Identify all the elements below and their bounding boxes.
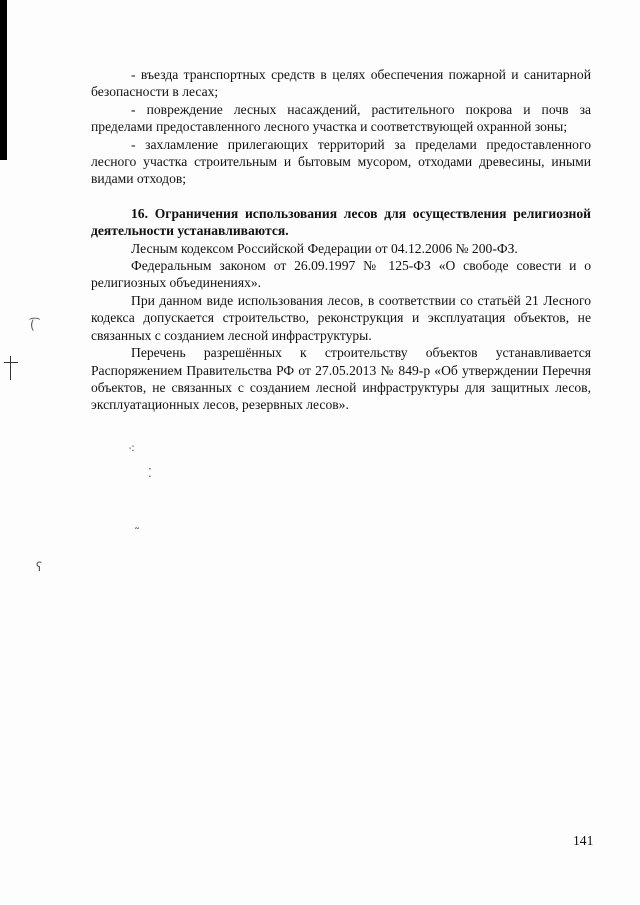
scan-artifact-mark: ˜: [134, 526, 140, 540]
paragraph-gap: [91, 188, 591, 205]
section-item: Федеральным законом от 26.09.1997 № 125-ФЗ «О свободе совести и о религиозных объединениях».: [91, 258, 591, 291]
scan-artifact-mark: (͡: [30, 318, 35, 332]
section-item: При данном виде использования лесов, в соответствии со статьёй 21 Лесного кодекса допускается строительство, реконструкция и эксплуатация объектов, не связанных с созданием лесной инфраструктуры.: [91, 292, 591, 343]
list-item: - захламление прилегающих территорий за пределами предоставленного лесного участка строительным и бытовым мусором, отходами древесины, иными видами отходов;: [91, 136, 591, 187]
section-item: Лесным кодексом Российской Федерации от 04.12.2006 № 200-ФЗ.: [131, 240, 518, 256]
list-item: - въезда транспортных средств в целях обеспечения пожарной и санитарной безопасности в лесах;: [91, 67, 591, 100]
section-item: Перечень разрешённых к строительству объектов устанавливается Распоряжением Правительства РФ от 27.05.2013 № 849-р «Об утверждении Перечня объектов, не связанных с созданием лесной инфраструктуры для защитных лесов, эксплуатационных лесов, резервных лесов».: [91, 345, 591, 413]
scan-artifact-mark: ⁚: [148, 466, 152, 480]
list-item: - повреждение лесных насаждений, растительного покрова и почв за пределами предоставленного лесного участка и соответствующей охранной зоны;: [91, 101, 591, 135]
margin-tick-mark: [4, 362, 18, 363]
scan-artifact-mark: ⁖: [128, 442, 136, 456]
page-number: 141: [573, 833, 594, 848]
section-heading: 16. Ограничения использования лесов для осуществления религиозной деятельности устанавливаются.: [91, 205, 591, 239]
scan-edge-mark: [0, 0, 7, 160]
scan-artifact-mark: ʕ: [36, 560, 43, 574]
document-body: [91, 66, 591, 414]
margin-tick-vertical-mark: [10, 356, 11, 380]
